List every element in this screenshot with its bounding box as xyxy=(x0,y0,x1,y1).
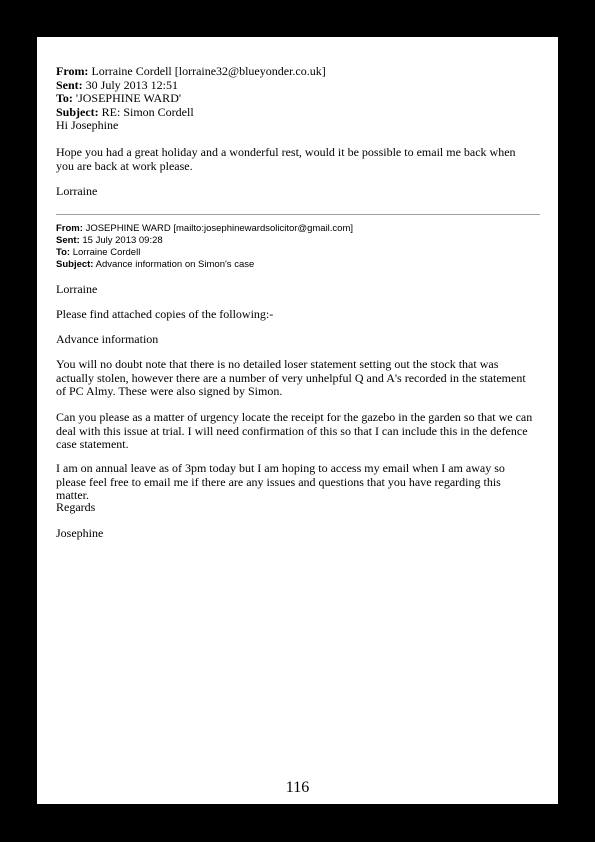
original-to-value: Lorraine Cordell xyxy=(72,247,141,258)
original-sent-row xyxy=(56,235,353,247)
original-to-label: To: xyxy=(56,247,71,258)
reply-signature: Lorraine xyxy=(56,184,98,198)
reply-sent-row xyxy=(56,79,326,93)
original-from-label: From: xyxy=(56,223,83,234)
original-para-leave: I am on annual leave as of 3pm today but I am hoping to access my email when I am away so please feel free to email me if there are any issues and questions that you have regarding this matter. xyxy=(56,461,505,502)
original-from-row xyxy=(56,223,353,235)
original-sent-value: 15 July 2013 09:28 xyxy=(82,235,163,246)
original-to-row xyxy=(56,247,353,259)
original-subject-label: Subject: xyxy=(56,259,94,270)
original-para-attached: Please find attached copies of the following:- xyxy=(56,307,274,321)
original-greeting: Lorraine xyxy=(56,282,98,296)
reply-email-header xyxy=(56,65,326,133)
reply-body: Hope you had a great holiday and a wonderful rest, would it be possible to email me back when you are back at work please. xyxy=(56,145,516,173)
reply-from-row xyxy=(56,65,326,79)
reply-to-row xyxy=(56,92,326,106)
page-number: 116 xyxy=(285,779,310,796)
original-signature: Josephine xyxy=(56,526,104,540)
original-subject-row xyxy=(56,259,353,271)
original-para-receipt: Can you please as a matter of urgency locate the receipt for the gazebo in the garden so that we can deal with this issue at trial. I will need confirmation of this so that I can include this in the defence case statement. xyxy=(56,410,533,451)
reply-to-label: To: xyxy=(56,91,73,105)
document-page xyxy=(37,37,558,804)
reply-subject-row xyxy=(56,106,326,120)
original-closing: Regards xyxy=(56,500,96,514)
original-sent-label: Sent: xyxy=(56,235,80,246)
reply-to-value: 'JOSEPHINE WARD' xyxy=(75,91,182,105)
original-from-value: JOSEPHINE WARD [mailto:josephinewardsolicitor@gmail.com] xyxy=(85,223,354,234)
reply-sent-label: Sent: xyxy=(56,77,83,92)
email-separator xyxy=(56,214,540,215)
reply-subject-label: Subject: xyxy=(56,104,99,119)
reply-subject-value: RE: Simon Cordell xyxy=(101,104,194,119)
original-para-advance-info: Advance information xyxy=(56,332,159,346)
reply-from-value: Lorraine Cordell [lorraine32@blueyonder.co.uk] xyxy=(91,64,326,78)
original-email-header xyxy=(56,223,353,271)
reply-from-label: From: xyxy=(56,64,89,78)
reply-sent-value: 30 July 2013 12:51 xyxy=(85,77,179,92)
original-subject-value: Advance information on Simon's case xyxy=(95,259,255,270)
reply-greeting: Hi Josephine xyxy=(56,118,119,132)
original-para-statement: You will no doubt note that there is no detailed loser statement setting out the stock that was actually stolen, however there are a number of very unhelpful Q and A's recorded in the statement of PC Almy. These were also signed by Simon. xyxy=(56,357,526,398)
